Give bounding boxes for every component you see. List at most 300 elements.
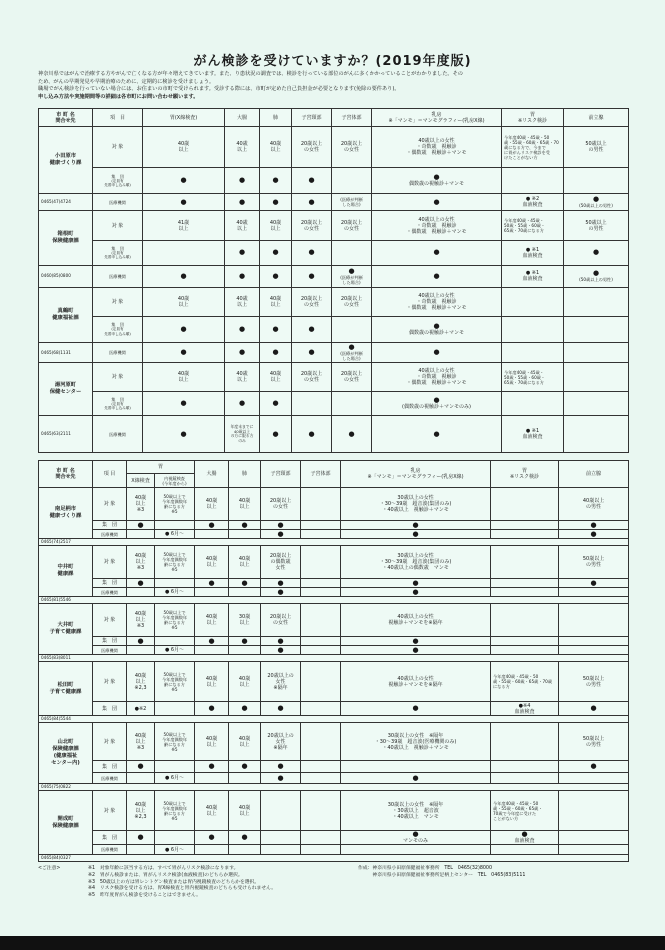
label: 集 団 bbox=[111, 173, 124, 179]
intro-line: 申し込み方法や実施期間等の詳細は各市町にお問い合わせ願います。 bbox=[38, 93, 199, 100]
row-label-clinic: 医療機関 bbox=[93, 416, 143, 453]
cell: 50歳以上で 今年度偶数年 齢になる方 ※5 bbox=[155, 723, 195, 761]
cell: ● ※1 血液検査 bbox=[502, 241, 564, 265]
cell bbox=[564, 265, 629, 287]
note: (医療が判断 した場合) bbox=[340, 274, 363, 285]
table-row bbox=[39, 723, 629, 761]
dot: ● bbox=[261, 530, 301, 539]
dot: ● bbox=[433, 396, 440, 405]
dot: ● bbox=[559, 521, 629, 530]
cell bbox=[491, 845, 559, 855]
table-row bbox=[39, 588, 629, 597]
dot: ● bbox=[372, 416, 502, 453]
cell bbox=[292, 391, 332, 415]
dot: ● bbox=[127, 521, 155, 530]
tel-matsuda: 0465(84)5544 bbox=[39, 716, 629, 723]
cell: 30歳以上の女性 ・30～39歳 超音波(集団のみ) ・40歳以上 視触診＋マンモ bbox=[341, 488, 491, 521]
muni-matsuda: 松田町 子育て健康課 bbox=[39, 662, 93, 716]
cell: (医療が判断 した場合) bbox=[332, 194, 372, 210]
cell: 50歳以上 の男性 bbox=[559, 723, 629, 761]
notes-label: <ご注意> bbox=[38, 866, 61, 871]
cell bbox=[564, 343, 629, 363]
cell bbox=[559, 773, 629, 784]
cell bbox=[155, 521, 195, 530]
cell: 40歳 以上 bbox=[229, 662, 261, 702]
cell bbox=[341, 831, 491, 845]
row-label-group bbox=[93, 316, 143, 342]
cell bbox=[195, 773, 229, 784]
table-row bbox=[39, 546, 629, 579]
cell bbox=[564, 194, 629, 210]
cell bbox=[559, 588, 629, 597]
table-row bbox=[39, 539, 629, 546]
header-uterus: 子宮体部 bbox=[301, 461, 341, 488]
notes-list bbox=[88, 866, 358, 900]
cell bbox=[502, 391, 564, 415]
cell: 50歳以上 の男性 bbox=[564, 210, 629, 241]
cell: 40歳以上 の男性 bbox=[559, 488, 629, 521]
cell: 30歳以上の女性 ※隔年 ・30歳以上 超音波 ・40歳以上 マンモ bbox=[341, 791, 491, 831]
cell: ●※2 bbox=[127, 702, 155, 716]
row-label-group bbox=[93, 168, 143, 194]
dot: ● bbox=[229, 521, 261, 530]
label-note: (定員有 先着申し込み順) bbox=[104, 178, 131, 188]
dot: ● bbox=[260, 241, 292, 265]
dot: ● bbox=[261, 773, 301, 784]
cell: 40歳 以上 bbox=[195, 662, 229, 702]
dot: ● bbox=[341, 702, 491, 716]
cell: 20歳以上 の女性 bbox=[332, 127, 372, 168]
table-row bbox=[39, 702, 629, 716]
dot: ● bbox=[229, 637, 261, 646]
cell bbox=[564, 316, 629, 342]
dot: ● bbox=[412, 830, 419, 838]
cell bbox=[301, 845, 341, 855]
cell: 今年度40歳・45歳・50 歳・55歳・60歳・65歳・70 歳になる方で、今まで に胃がんリスク検診を受 けたことがない方 bbox=[502, 127, 564, 168]
dot: ● bbox=[433, 173, 440, 182]
row-label-target: 対 象 bbox=[93, 546, 127, 579]
cell bbox=[301, 604, 341, 637]
dot: ● bbox=[332, 416, 372, 453]
muni-oi: 大井町 子育て健康課 bbox=[39, 604, 93, 655]
dot: ● bbox=[143, 265, 225, 287]
row-label-group: 集 団 bbox=[93, 579, 127, 588]
muni-manazuru: 真鶴町 健康福祉課 bbox=[39, 288, 93, 343]
row-label-clinic: 医療機関 bbox=[93, 646, 127, 655]
row-label-clinic: 医療機関 bbox=[93, 194, 143, 210]
header-lung: 肺 bbox=[260, 109, 292, 127]
note: 偶数歳の視触診＋マンモ bbox=[408, 329, 464, 336]
page-title: がん検診を受けていますか？(2019年度版) bbox=[193, 54, 472, 69]
cell: 今年度40歳・45歳・ 50歳・55歳・60歳・ 65歳・70歳になる方 bbox=[502, 363, 564, 391]
row-label-target: 対 象 bbox=[93, 662, 127, 702]
cell bbox=[491, 646, 559, 655]
cell bbox=[564, 363, 629, 391]
cell: 40歳 以上 ※3 bbox=[127, 604, 155, 637]
dot: ● bbox=[260, 391, 292, 415]
table-west bbox=[38, 108, 629, 453]
cell bbox=[564, 416, 629, 453]
table-row bbox=[39, 416, 629, 453]
cell bbox=[261, 831, 301, 845]
note: 偶数歳の視触診＋マンモ bbox=[408, 181, 464, 188]
note-item: ※1 対象年齢に該当する方は、すべて胃がんリスク検診になります。 bbox=[88, 866, 239, 871]
label-note: (定員有 先着申し込み順) bbox=[104, 327, 131, 336]
cell bbox=[502, 288, 564, 316]
cell bbox=[564, 391, 629, 415]
dot: ● bbox=[559, 579, 629, 588]
dot: ● bbox=[260, 168, 292, 194]
dot: ● bbox=[341, 637, 491, 646]
header-endoscopy: 内視鏡検査 (今年度から) bbox=[155, 474, 195, 488]
table-header-row bbox=[39, 461, 629, 474]
cell bbox=[491, 488, 559, 521]
cell bbox=[301, 488, 341, 521]
cell bbox=[559, 604, 629, 637]
dot: ● bbox=[225, 316, 260, 342]
cell: 40歳 以上 bbox=[225, 288, 260, 316]
table-row bbox=[39, 194, 629, 210]
note: (偶数歳の視触診＋マンモのみ) bbox=[402, 404, 471, 411]
cell bbox=[502, 316, 564, 342]
cell bbox=[155, 831, 195, 845]
dot: ● bbox=[143, 168, 225, 194]
cell bbox=[502, 343, 564, 363]
cell: ●※4 血液検査 bbox=[491, 702, 559, 716]
cell: 50歳以上 の男性 bbox=[559, 546, 629, 579]
dot: ● bbox=[195, 521, 229, 530]
dot: ● bbox=[260, 194, 292, 210]
cell bbox=[491, 773, 559, 784]
cell bbox=[372, 391, 502, 415]
cell: 40歳 以上 bbox=[195, 488, 229, 521]
dot: ● bbox=[225, 343, 260, 363]
row-label-clinic: 医療機関 bbox=[93, 588, 127, 597]
dot: ● bbox=[592, 195, 600, 204]
cell: 20歳以上の 女性 ※隔年 bbox=[261, 662, 301, 702]
cell: 40歳 以上 bbox=[229, 546, 261, 579]
row-label-target: 対 象 bbox=[93, 723, 127, 761]
dot: ● bbox=[521, 830, 528, 838]
table-row bbox=[39, 343, 629, 363]
dot: ● bbox=[261, 521, 301, 530]
cell: ● 6月～ bbox=[155, 773, 195, 784]
dot: ● bbox=[292, 316, 332, 342]
dot: ● bbox=[341, 646, 491, 655]
cell bbox=[559, 791, 629, 831]
cell: 40歳以上の女性 視触診＋マンモを※隔年 bbox=[341, 662, 491, 702]
cell: 50歳以上で 今年度偶数年 齢になる方 ※5 bbox=[155, 546, 195, 579]
cell bbox=[127, 588, 155, 597]
cell bbox=[155, 579, 195, 588]
dot: ● bbox=[261, 702, 301, 716]
dot: ● bbox=[260, 416, 292, 453]
note: (50歳以上の男性) bbox=[579, 277, 613, 283]
cell bbox=[564, 168, 629, 194]
cell: 40歳 以上 bbox=[225, 363, 260, 391]
dot: ● bbox=[261, 588, 301, 597]
cell: 30歳以上の女性 ・30～39歳 超音波(集団のみ) ・40歳以上の偶数歳 マンモ bbox=[341, 546, 491, 579]
cell: ● 6月～ bbox=[155, 646, 195, 655]
dot: ● bbox=[143, 343, 225, 363]
table-row bbox=[39, 604, 629, 637]
cell bbox=[301, 723, 341, 761]
cell: 年度末までに 40歳以上 の方に限る方 のみ bbox=[225, 416, 260, 453]
cell: 50歳以上 の男性 bbox=[559, 662, 629, 702]
cell bbox=[559, 637, 629, 646]
table-row bbox=[39, 127, 629, 168]
cell bbox=[491, 831, 559, 845]
cell: 40歳 以上 bbox=[229, 723, 261, 761]
cell bbox=[195, 845, 229, 855]
dot: ● bbox=[127, 831, 155, 845]
table-row bbox=[39, 791, 629, 831]
dot: ● bbox=[341, 530, 491, 539]
cell bbox=[491, 761, 559, 773]
cell: 20歳以上 の女性 bbox=[292, 288, 332, 316]
table-row bbox=[39, 845, 629, 855]
muni-hakone: 箱根町 保険健康課 bbox=[39, 210, 93, 265]
header-muni: 市 町 名 問合せ先 bbox=[39, 109, 93, 127]
cell bbox=[332, 343, 372, 363]
cell bbox=[229, 845, 261, 855]
table-row bbox=[39, 655, 629, 662]
cell bbox=[127, 845, 155, 855]
publisher-line: 神奈川県小田原保健福祉事務所足柄上センター TEL 0465(83)5111 bbox=[358, 872, 526, 878]
cell bbox=[332, 265, 372, 287]
cell: 40歳 以上 bbox=[195, 723, 229, 761]
row-label-group: 集 団 bbox=[93, 521, 127, 530]
cell: 40歳 以上 bbox=[260, 210, 292, 241]
tel-kaisei: 0465(84)0327 bbox=[39, 855, 629, 862]
dot: ● bbox=[261, 646, 301, 655]
cell bbox=[127, 646, 155, 655]
cell: 40歳 以上 bbox=[260, 288, 292, 316]
header-stomach: 胃(X線検査) bbox=[143, 109, 225, 127]
table-row bbox=[39, 288, 629, 316]
note-item: ※4 リスク検診を受ける方は、胃X線検査と胃内視鏡検査のどちらも受けられません。 bbox=[88, 886, 277, 892]
cell: 20歳以上 の偶数歳 女性 bbox=[261, 546, 301, 579]
cell bbox=[491, 579, 559, 588]
table-header-row bbox=[39, 109, 629, 127]
scan-edge bbox=[0, 936, 665, 950]
dot: ● bbox=[292, 168, 332, 194]
row-label-target: 対 象 bbox=[93, 288, 143, 316]
dot: ● bbox=[372, 241, 502, 265]
dot: ● bbox=[564, 241, 629, 265]
cell: 50歳以上で 今年度偶数年 齢になる方 ※5 bbox=[155, 488, 195, 521]
note-item: ※2 胃がん検診または、胃がんリスク検診(血液検査)のどちらか選択。 bbox=[88, 872, 243, 878]
tel-manazuru: 0465(68)1131 bbox=[39, 343, 93, 363]
cell bbox=[301, 588, 341, 597]
table-row bbox=[39, 391, 629, 415]
header-breast: 乳房 ※「マンモ」＝マンモグラフィー(乳房X線) bbox=[341, 461, 491, 488]
cell: 40歳以上の女性 ・奇数歳 視触診 ・偶数歳 視触診＋マンモ bbox=[372, 127, 502, 168]
row-label-group: 集 団 bbox=[93, 637, 127, 646]
dot: ● bbox=[433, 321, 440, 330]
dot: ● bbox=[292, 416, 332, 453]
cell bbox=[155, 637, 195, 646]
row-label-target: 対 象 bbox=[93, 127, 143, 168]
note-item: ※5 昨年度胃がん検診を受けることはできません。 bbox=[88, 893, 201, 899]
dot: ● bbox=[195, 637, 229, 646]
dot: ● bbox=[341, 588, 491, 597]
cell: 50歳以上 の男性 bbox=[564, 127, 629, 168]
table-row bbox=[39, 168, 629, 194]
dot: ● bbox=[559, 702, 629, 716]
cell bbox=[491, 521, 559, 530]
cell bbox=[301, 579, 341, 588]
cell bbox=[195, 588, 229, 597]
muni-kaisei: 開成町 保険健康課 bbox=[39, 791, 93, 855]
cell bbox=[372, 168, 502, 194]
tel-yugawara: 0465(63)2111 bbox=[39, 416, 93, 453]
cell: 40歳 以上 ※3 bbox=[127, 723, 155, 761]
muni-yugawara: 湯河原町 保健センター bbox=[39, 363, 93, 416]
note: (医療が判断 した場合) bbox=[340, 351, 363, 362]
cell: 41歳 以上 bbox=[143, 210, 225, 241]
dot: ● bbox=[143, 416, 225, 453]
cell bbox=[301, 646, 341, 655]
cell bbox=[559, 831, 629, 845]
cell: 40歳 以上 ※2,3 bbox=[127, 791, 155, 831]
cell: 今年度40歳・45歳・50 歳・55歳・60歳・65歳・70歳 になる方 bbox=[491, 662, 559, 702]
dot: ● bbox=[292, 265, 332, 287]
intro-text bbox=[38, 71, 638, 101]
dot: ● bbox=[260, 343, 292, 363]
cell: 40歳 以上 ※3 bbox=[127, 546, 155, 579]
dot: ● bbox=[229, 761, 261, 773]
cell: 20歳以上 の女性 bbox=[292, 210, 332, 241]
header-muni: 市 町 名 問合せ先 bbox=[39, 461, 93, 488]
row-label-target: 対 象 bbox=[93, 210, 143, 241]
header-lung: 肺 bbox=[229, 461, 261, 488]
tel-hakone: 0460(85)0800 bbox=[39, 265, 93, 287]
cell: 40歳以上の女性 ・奇数歳 視触診 ・偶数歳 視触診＋マンモ bbox=[372, 210, 502, 241]
cell: 50歳以上で 今年度偶数年 齢になる方 ※5 bbox=[155, 604, 195, 637]
cell bbox=[491, 588, 559, 597]
intro-line: 神奈川県ではがんで治療する方やがんで亡くなる方が年々増えてきています。また、り患状況の調査では、検診を行っている部位のがんに多くかかっていることがわかりました。その bbox=[38, 71, 463, 77]
dot: ● bbox=[261, 761, 301, 773]
cell bbox=[559, 845, 629, 855]
table-row bbox=[39, 855, 629, 862]
cell: 今年度40歳・45歳・50 歳・55歳・60歳・65歳・ 70歳で今年度に受けた ことがない方 bbox=[491, 791, 559, 831]
dot: ● bbox=[292, 241, 332, 265]
dot: ● bbox=[260, 316, 292, 342]
cell bbox=[261, 791, 301, 831]
cell: 40歳 以上 bbox=[225, 127, 260, 168]
publisher-info bbox=[358, 866, 638, 880]
header-uterus: 子宮体部 bbox=[332, 109, 372, 127]
table-row bbox=[39, 488, 629, 521]
note: マンモのみ bbox=[403, 838, 429, 844]
row-label-clinic: 医療機関 bbox=[93, 530, 127, 539]
cell bbox=[341, 845, 491, 855]
table-row bbox=[39, 662, 629, 702]
cell bbox=[301, 546, 341, 579]
cell bbox=[195, 530, 229, 539]
table-row bbox=[39, 530, 629, 539]
cell bbox=[491, 546, 559, 579]
table-row bbox=[39, 761, 629, 773]
cell bbox=[301, 761, 341, 773]
dot: ● bbox=[225, 241, 260, 265]
muni-odawara: 小田原市 健康づくり課 bbox=[39, 127, 93, 194]
cell: 30歳以上の女性 ※隔年 ・30～39歳 超音波(医療機関のみ) ・40歳以上 視触診＋マンモ bbox=[341, 723, 491, 761]
dot: ● bbox=[341, 773, 491, 784]
cell bbox=[155, 702, 195, 716]
dot: ● bbox=[225, 168, 260, 194]
tel-oi: 0465(83)8011 bbox=[39, 655, 629, 662]
cell bbox=[559, 646, 629, 655]
dot: ● bbox=[195, 761, 229, 773]
label: 集 団 bbox=[111, 322, 124, 328]
cell: 40歳 以上 bbox=[195, 604, 229, 637]
cell: 40歳 以上 bbox=[260, 363, 292, 391]
cell: 40歳 以上 bbox=[143, 363, 225, 391]
note: 血液検査 bbox=[514, 838, 535, 844]
table-row bbox=[39, 579, 629, 588]
header-item: 項 目 bbox=[93, 461, 127, 488]
table-row bbox=[39, 784, 629, 791]
header-cervix: 子宮頸部 bbox=[292, 109, 332, 127]
cell bbox=[301, 662, 341, 702]
table-row bbox=[39, 316, 629, 342]
header-colon: 大腸 bbox=[195, 461, 229, 488]
cell bbox=[491, 604, 559, 637]
cell bbox=[332, 168, 372, 194]
intro-line: ため、がんの早期発見や早期治療のために、定期的に検診を受けましょう。 bbox=[38, 78, 215, 85]
note-item: ※3 50歳以上の方は胃レントゲン検査または胃内視鏡検査のどちらかを選択。 bbox=[88, 879, 260, 885]
dot: ● bbox=[143, 316, 225, 342]
cell: 40歳 以上 bbox=[195, 791, 229, 831]
cell bbox=[229, 773, 261, 784]
cell bbox=[301, 773, 341, 784]
cell bbox=[195, 646, 229, 655]
cell bbox=[261, 845, 301, 855]
table-row bbox=[39, 646, 629, 655]
cell: 20歳以上 の女性 bbox=[292, 363, 332, 391]
cell: 50歳以上で 今年度偶数年 齢になる方 ※5 bbox=[155, 662, 195, 702]
dot: ● bbox=[229, 831, 261, 845]
dot: ● bbox=[229, 579, 261, 588]
table-east bbox=[38, 460, 629, 862]
cell bbox=[143, 241, 225, 265]
label-note: (定員有 先着申し込み順) bbox=[104, 251, 131, 260]
cell: 20歳以上の 女性 ※隔年 bbox=[261, 723, 301, 761]
dot: ● bbox=[229, 702, 261, 716]
dot: ● bbox=[372, 194, 502, 210]
dot: ● bbox=[348, 266, 355, 275]
cell bbox=[229, 530, 261, 539]
tel-minamiashigara: 0465(74)2517 bbox=[39, 539, 629, 546]
tel-yamakita: 0465(75)0822 bbox=[39, 784, 629, 791]
cell: 40歳 以上 bbox=[195, 546, 229, 579]
cell: 40歳 以上 bbox=[229, 791, 261, 831]
row-label-group: 集 団 bbox=[93, 702, 127, 716]
cell: 50歳以上で 今年度偶数年 齢になる方 ※5 bbox=[155, 791, 195, 831]
cell bbox=[301, 702, 341, 716]
table-row bbox=[39, 831, 629, 845]
table-row bbox=[39, 716, 629, 723]
cell bbox=[491, 637, 559, 646]
header-stomach: 胃 bbox=[127, 461, 195, 474]
cell: 今年度40歳・45歳・ 50歳・55歳・60歳・ 65歳・70歳になる方 bbox=[502, 210, 564, 241]
dot: ● bbox=[225, 194, 260, 210]
header-breast: 乳房 ※「マンモ」＝マンモグラフィー(乳房X線) bbox=[372, 109, 502, 127]
dot: ● bbox=[143, 194, 225, 210]
row-label-group: 集 団 bbox=[93, 761, 127, 773]
